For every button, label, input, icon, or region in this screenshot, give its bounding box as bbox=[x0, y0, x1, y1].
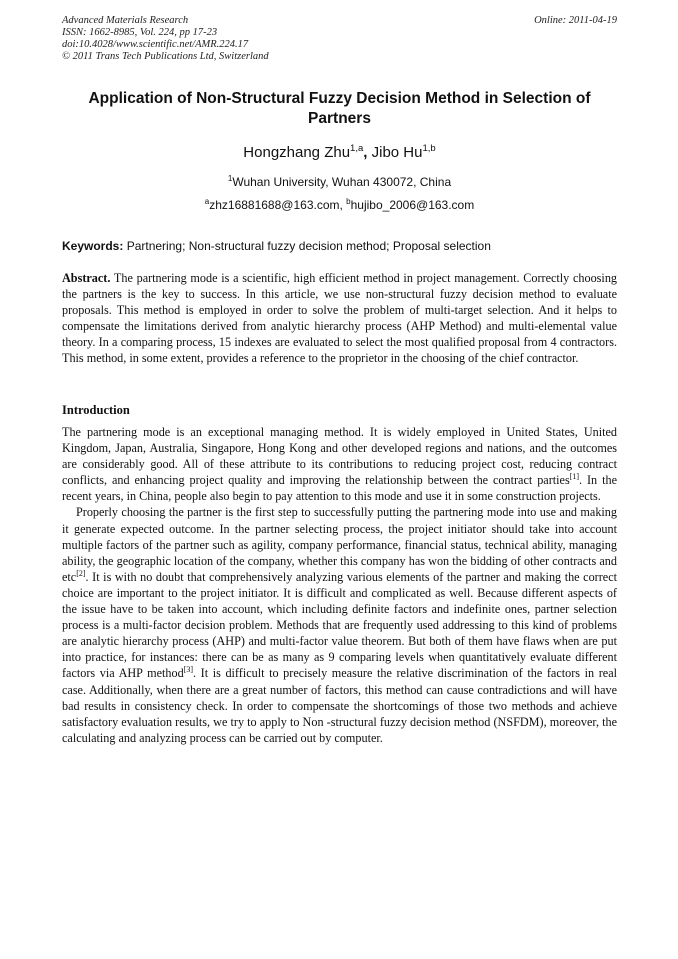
author-1-superscript: 1,a bbox=[350, 143, 364, 154]
intro-p2-text-b: . It is with no doubt that comprehensively analyzing various elements of the partner and making the correct choice are important to the project initiator. It is difficult and complicated as well. Because different aspects of the issue have to be taken into account, which including definite factors and indefinite ones, partner selection process is a multi-factor decision problem. Methods that are frequently used addressing to this kind of problems are analytic hierarchy process (AHP) and multi-factor value theorem. But both of them have flaws when are put into practice, for instances: there can be as many as 9 comparing levels when quantitatively evaluate different factors via AHP method bbox=[62, 569, 617, 681]
author-2-name: Jibo Hu bbox=[371, 144, 423, 161]
affiliation-text: Wuhan University, Wuhan 430072, China bbox=[232, 175, 452, 189]
citation-3[interactable]: [3] bbox=[183, 665, 194, 675]
intro-p1-text-a: The partnering mode is an exceptional managing method. It is widely employed in United States, United Kingdom, Japan, Australia, Singapore, Hong Kong and other developed regions and nations, and the outcomes are considerably good. All of these attribute to its contributions to reducing project cost, reducing contract conflicts, and enhancing project quality and improving the relationship between the contract parties bbox=[62, 425, 617, 488]
keywords-text: Partnering; Non-structural fuzzy decision method; Proposal selection bbox=[126, 239, 491, 253]
journal-header bbox=[62, 15, 617, 63]
introduction-body bbox=[62, 424, 617, 746]
copyright-line: © 2011 Trans Tech Publications Ltd, Switzerland bbox=[62, 51, 269, 62]
email-a-superscript: a bbox=[204, 197, 210, 206]
keywords-label: Keywords: bbox=[62, 239, 124, 253]
email-b-superscript: b bbox=[346, 197, 351, 206]
doi-line: doi:10.4028/www.scientific.net/AMR.224.17 bbox=[62, 39, 249, 50]
email-b-link[interactable]: hujibo_2006@163.com bbox=[350, 198, 475, 212]
introduction-paragraph-2 bbox=[62, 504, 617, 745]
online-date: Online: 2011-04-19 bbox=[534, 15, 617, 26]
affiliation bbox=[62, 174, 617, 190]
journal-name: Advanced Materials Research bbox=[62, 15, 189, 26]
citation-2[interactable]: [2] bbox=[76, 568, 86, 578]
paper-title: Application of Non-Structural Fuzzy Decision Method in Selection of Partners bbox=[88, 90, 591, 127]
intro-p1-text-b: . In the recent years, in China, people also begin to pay attention to this mode and use it in some construction projects. bbox=[62, 473, 617, 504]
header-first-row bbox=[62, 15, 617, 27]
intro-p2-text-c: . It is difficult to precisely measure the relative discrimination of the factors in real case. Additionally, when there are a great number of factors, this method can cause contradictions and will have bad results in consistency check. In order to compensate the shortcomings of those two methods and achieve satisfactory evaluation results, we try to apply to Non -structural fuzzy decision method (NSFDM), moreover, the calculating and analyzing process can be carried out by computer. bbox=[62, 666, 617, 745]
author-2-superscript: 1,b bbox=[422, 143, 436, 154]
affiliation-superscript: 1 bbox=[227, 174, 233, 183]
author-separator: , bbox=[363, 144, 372, 161]
introduction-paragraph-1 bbox=[62, 424, 617, 504]
intro-p2-text-a: Properly choosing the partner is the first step to successfully putting the partnering mode into use and making it generate expected outcome. In the partner selecting process, the project initiator should take into account multiple factors of the partner such as agility, company performance, financial status, technical ability, managing ability, the geographic location of the company, whether this company has won the bidding of other contracts and etc bbox=[62, 505, 617, 584]
issn-line: ISSN: 1662-8985, Vol. 224, pp 17-23 bbox=[62, 27, 218, 38]
abstract-text: The partnering mode is a scientific, high efficient method in project management. Correctly choosing the partners is the key to success. In this article, we use non-structural fuzzy decision method to evaluate proposals. This method is employed in order to solve the problem of multi-target selection. And it helps to compensate the limitations derived from analytic hierarchy process (AHP Method) and multi-elemental value theory. In a comparing process, 15 indexes are evaluated to select the most qualified proposal from 4 contractors. This method, in some extent, provides a reference to the proprietor in the choosing of the chief contractor. bbox=[62, 271, 618, 366]
keywords-line bbox=[62, 238, 617, 254]
citation-1[interactable]: [1] bbox=[569, 472, 580, 482]
author-line bbox=[62, 143, 617, 163]
author-emails bbox=[62, 197, 617, 213]
author-1-name: Hongzhang Zhu bbox=[243, 144, 351, 161]
abstract-label: Abstract. bbox=[62, 271, 111, 285]
email-a-link[interactable]: zhz16881688@163.com, bbox=[209, 198, 343, 212]
introduction-heading: Introduction bbox=[62, 403, 130, 417]
abstract-paragraph bbox=[62, 270, 617, 367]
